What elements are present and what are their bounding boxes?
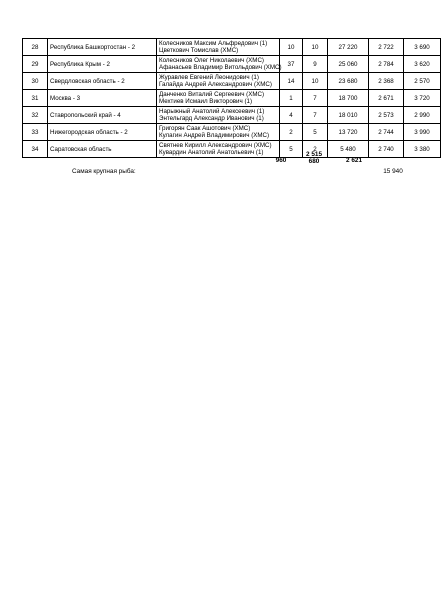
total-average-value: 2 621 [346,157,362,164]
place-cell: 29 [23,56,48,73]
fish-count-cell: 10 [303,39,328,56]
max-fish-cell: 3 690 [404,39,441,56]
max-fish-cell: 3 620 [404,56,441,73]
average-cell: 2 740 [369,141,404,158]
total-weight [294,151,334,165]
table-row [23,141,441,158]
sector-cell: 14 [280,73,303,90]
total-fish-count [268,157,294,164]
fish-count-cell: 5 [303,124,328,141]
average-cell: 2 671 [369,90,404,107]
results-table [22,38,441,158]
place-cell: 30 [23,73,48,90]
members-cell [157,107,280,124]
members-cell [157,39,280,56]
average-cell: 2 368 [369,73,404,90]
largest-fish-value: 15 940 [383,168,403,175]
weight-cell: 18 010 [328,107,369,124]
max-fish-cell: 2 990 [404,107,441,124]
weight-cell: 13 720 [328,124,369,141]
region-cell: Свердловская область - 2 [48,73,157,90]
table-row [23,56,441,73]
place-cell: 34 [23,141,48,158]
team-member: Кулагин Андрей Владимирович (ХМС) [159,132,270,139]
weight-cell: 25 060 [328,56,369,73]
fish-count-cell: 9 [303,56,328,73]
team-member: Кувардин Анатолий Анатольевич (1) [159,149,264,156]
max-fish-cell: 3 720 [404,90,441,107]
team-member: Журавлев Евгений Леонидович (1) [159,74,259,81]
weight-cell: 27 220 [328,39,369,56]
sector-cell: 5 [280,141,303,158]
table-row [23,90,441,107]
max-fish-cell: 2 570 [404,73,441,90]
region-cell: Ставропольский край - 4 [48,107,157,124]
team-member: Энтельгард Александр Иванович (1) [159,115,264,122]
region-cell: Нижегородская область - 2 [48,124,157,141]
team-member: Цветкович Томислав (ХМС) [159,47,239,54]
table-row [23,73,441,90]
sector-cell: 2 [280,124,303,141]
sector-cell: 10 [280,39,303,56]
total-weight-line-2: 680 [308,158,320,165]
max-fish-cell: 3 990 [404,124,441,141]
average-cell: 2 722 [369,39,404,56]
region-cell: Москва - 3 [48,90,157,107]
members-cell [157,73,280,90]
table-row [23,124,441,141]
max-fish-cell: 3 380 [404,141,441,158]
average-cell: 2 784 [369,56,404,73]
results-table-body [23,39,441,158]
region-cell: Республика Крым - 2 [48,56,157,73]
team-member: Нарыжный Анатолий Алексеевич (1) [159,108,265,115]
members-cell [157,124,280,141]
weight-cell: 23 680 [328,73,369,90]
total-average [337,157,371,164]
sector-cell: 1 [280,90,303,107]
team-member: Галайда Андрей Александрович (ХМС) [159,81,272,88]
team-member: Колесников Максим Альфредович (1) [159,40,268,47]
table-row [23,39,441,56]
team-member: Святнев Кирилл Александрович (ХМС) [159,142,272,149]
members-cell [157,90,280,107]
sector-cell: 37 [280,56,303,73]
place-cell: 33 [23,124,48,141]
members-cell [157,56,280,73]
region-cell: Саратовская область [48,141,157,158]
team-member: Афанасьев Владимир Витольдович (ХМС) [159,64,282,71]
average-cell: 2 573 [369,107,404,124]
weight-cell: 18 700 [328,90,369,107]
largest-fish-label: Самая крупная рыба: [72,168,136,175]
place-cell: 32 [23,107,48,124]
team-member: Колесников Олег Николаевич (ХМС) [159,57,264,64]
average-cell: 2 744 [369,124,404,141]
team-member: Григорян Саак Ашотович (ХМС) [159,125,251,132]
sector-cell: 4 [280,107,303,124]
members-cell [157,141,280,158]
region-cell: Республика Башкортостан - 2 [48,39,157,56]
place-cell: 31 [23,90,48,107]
weight-cell: 5 480 [328,141,369,158]
table-row [23,107,441,124]
team-member: Мехтиев Исмаил Викторович (1) [159,98,253,105]
team-member: Данченко Виталий Сергеевич (ХМС) [159,91,265,98]
total-fish-count-value: 960 [275,157,287,164]
place-cell: 28 [23,39,48,56]
fish-count-cell: 10 [303,73,328,90]
fish-count-cell: 7 [303,107,328,124]
total-weight-line-1: 2 515 [306,151,322,158]
fish-count-cell: 2 [303,141,328,158]
fish-count-cell: 7 [303,90,328,107]
